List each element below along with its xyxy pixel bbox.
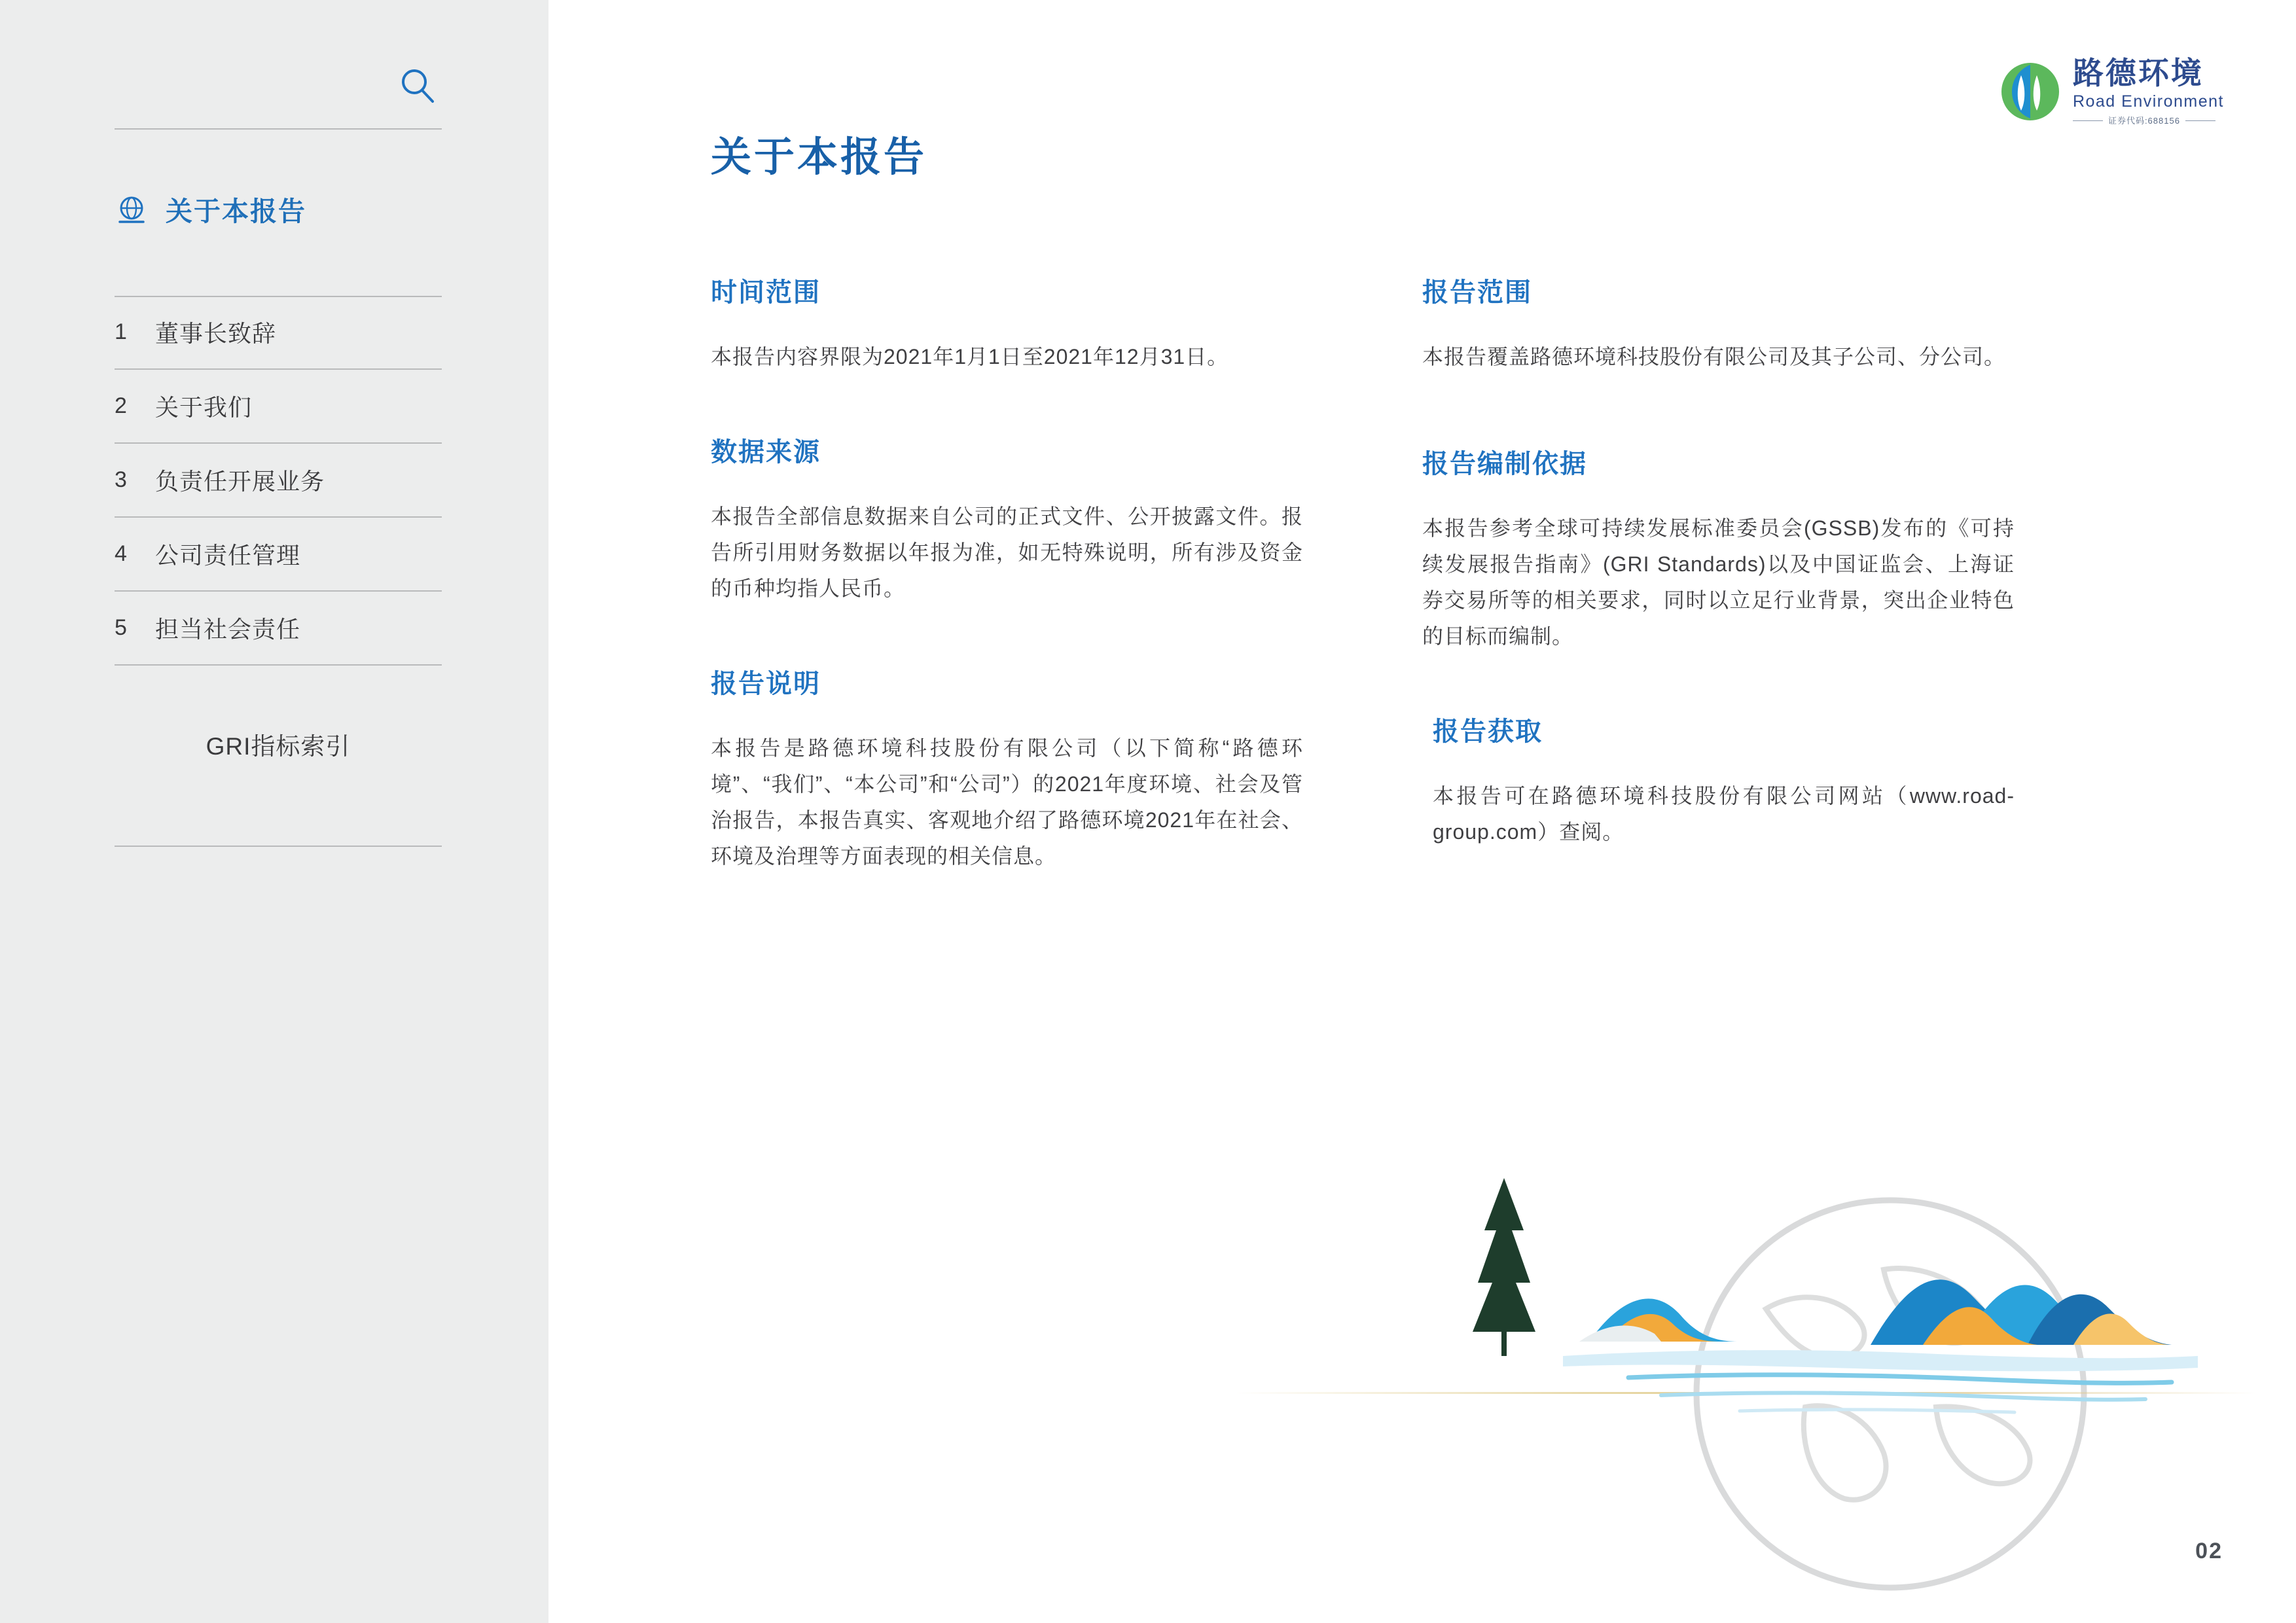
section-body: 本报告覆盖路德环境科技股份有限公司及其子公司、分公司。 [1422,345,2006,368]
section-report-scope [1422,272,2015,375]
left-column [711,272,1303,874]
sidebar-item-3[interactable] [115,444,442,518]
sidebar-item-1[interactable] [115,296,442,370]
rule-left [2073,120,2103,121]
toc-number: 5 [115,615,127,640]
sidebar [0,0,548,1623]
section-body: 本报告内容界限为2021年1月1日至2021年12月31日。 [711,345,1229,368]
sidebar-item-4[interactable] [115,518,442,592]
sidebar-section-about-report[interactable] [115,190,442,228]
leaf-logo-icon [2000,61,2061,122]
stock-code-text: 证券代码:688156 [2108,116,2180,126]
sidebar-item-gri-index[interactable]: GRI指标索引 [206,733,351,760]
section-time-range [711,272,1303,375]
page-number: 02 [2195,1539,2223,1563]
pine-tree [1473,1178,1535,1356]
search-bar[interactable] [115,65,442,124]
toc-label: 董事长致辞 [155,320,277,347]
toc-label: 公司责任管理 [155,542,301,569]
section-body: 本报告全部信息数据来自公司的正式文件、公开披露文件。报告所引用财务数据以年报为准，如无特殊说明，所有涉及资金的币种均指人民币。 [711,505,1303,601]
section-body: 本报告参考全球可持续发展标准委员会(GSSB)发布的《可持续发展报告指南》(GRI Standards)以及中国证监会、上海证券交易所等的相关要求，同时以立足行业背景，突出企业特色的目标而编制。 [1422,516,2015,649]
page-title: 关于本报告 [711,135,927,180]
right-column [1422,272,2015,850]
logo-name-en: Road Environment [2072,92,2224,111]
toc-label: 负责任开展业务 [155,468,325,495]
section-heading: 报告编制依据 [1422,450,1587,479]
section-heading: 报告获取 [1433,717,1543,747]
sidebar-section-label: 关于本报告 [166,196,306,226]
sidebar-item-5[interactable] [115,592,442,666]
section-heading: 报告说明 [711,669,821,699]
rule-right [2185,120,2215,121]
section-report-access [1422,711,2015,850]
section-heading: 报告范围 [1422,278,1532,307]
toc-number: 1 [115,319,127,344]
divider-bottom [115,846,442,847]
logo-name-cn: 路德环境 [2072,56,2204,90]
globe-illustration [1789,1204,2195,1610]
company-logo [2000,58,2224,125]
table-of-contents [115,296,442,666]
toc-label: 担当社会责任 [155,616,301,643]
section-heading: 时间范围 [711,278,821,307]
section-report-notes [711,663,1303,874]
section-reporting-basis [1422,443,2015,654]
section-heading: 数据来源 [711,438,821,467]
mountain-landscape-illustration [1504,1250,2257,1525]
search-icon[interactable] [397,65,438,109]
horizon-line [1236,1392,2257,1394]
section-body: 本报告是路德环境科技股份有限公司（以下简称“路德环境”、“我们”、“本公司”和“公司”）的2021年度环境、社会及管治报告，本报告真实、客观地介绍了路德环境2021年在社会、环境及治理等方面表现的相关信息。 [711,736,1303,868]
sidebar-item-2[interactable] [115,370,442,444]
document-page [548,0,2296,1623]
toc-number: 3 [115,467,127,492]
logo-text [2073,58,2224,125]
globe-icon [115,192,149,226]
toc-number: 4 [115,541,127,566]
toc-label: 关于我们 [155,394,253,421]
divider-top [115,128,442,130]
logo-stock-code [2073,116,2224,125]
section-data-source [711,431,1303,607]
section-body: 本报告可在路德环境科技股份有限公司网站（www.road-group.com）查阅。 [1433,784,2015,844]
toc-number: 2 [115,393,127,418]
